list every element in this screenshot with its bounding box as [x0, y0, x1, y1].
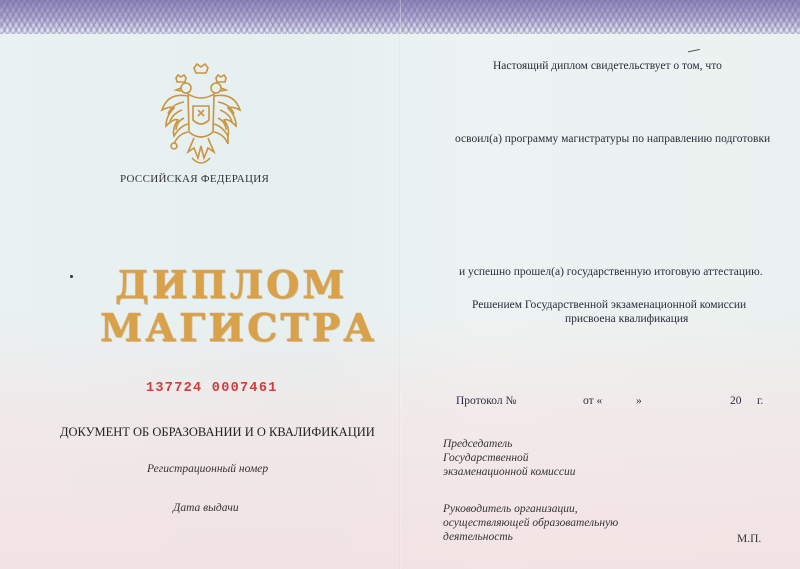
registration-number-label: Регистрационный номер	[147, 463, 269, 475]
chairman-label-line2: Государственной	[443, 452, 529, 464]
document-type-label: ДОКУМЕНТ ОБ ОБРАЗОВАНИИ И О КВАЛИФИКАЦИИ	[60, 425, 375, 439]
diploma-title-line1: ДИПЛОМ	[115, 262, 348, 307]
decision-text-line1: Решением Государственной экзаменационной комиссии	[472, 299, 747, 311]
passed-attestation-text: и успешно прошел(а) государственную итоговую аттестацию.	[459, 266, 763, 278]
ink-dot	[70, 275, 73, 278]
protocol-number-label: Протокол №	[456, 395, 517, 407]
serial-number: 137724 0007461	[146, 381, 278, 396]
diploma-title-line2: МАГИСТРА	[100, 305, 378, 350]
head-of-organization-line2: осуществляющей образовательную	[443, 517, 619, 529]
protocol-date-label: от «	[583, 395, 603, 407]
head-of-organization-line3: деятельность	[443, 531, 513, 543]
coat-of-arms-icon	[158, 62, 244, 174]
mastered-program-text: освоил(а) программу магистратуры по направлению подготовки	[455, 133, 771, 145]
center-fold	[399, 0, 401, 569]
protocol-year-suffix: г.	[757, 395, 764, 407]
seal-place-label: М.П.	[737, 533, 762, 545]
protocol-year-prefix: 20	[730, 395, 742, 407]
chairman-label-line1: Председатель	[443, 438, 513, 450]
issue-date-label: Дата выдачи	[173, 502, 239, 514]
certifies-text: Настоящий диплом свидетельствует о том, что	[493, 60, 722, 72]
decision-text-line2: присвоена квалификация	[565, 313, 689, 325]
country-label: РОССИЙСКАЯ ФЕДЕРАЦИЯ	[120, 173, 270, 185]
chairman-label-line3: экзаменационной комиссии	[443, 466, 576, 478]
protocol-date-quote-close: »	[636, 395, 642, 407]
head-of-organization-line1: Руководитель организации,	[443, 503, 578, 515]
